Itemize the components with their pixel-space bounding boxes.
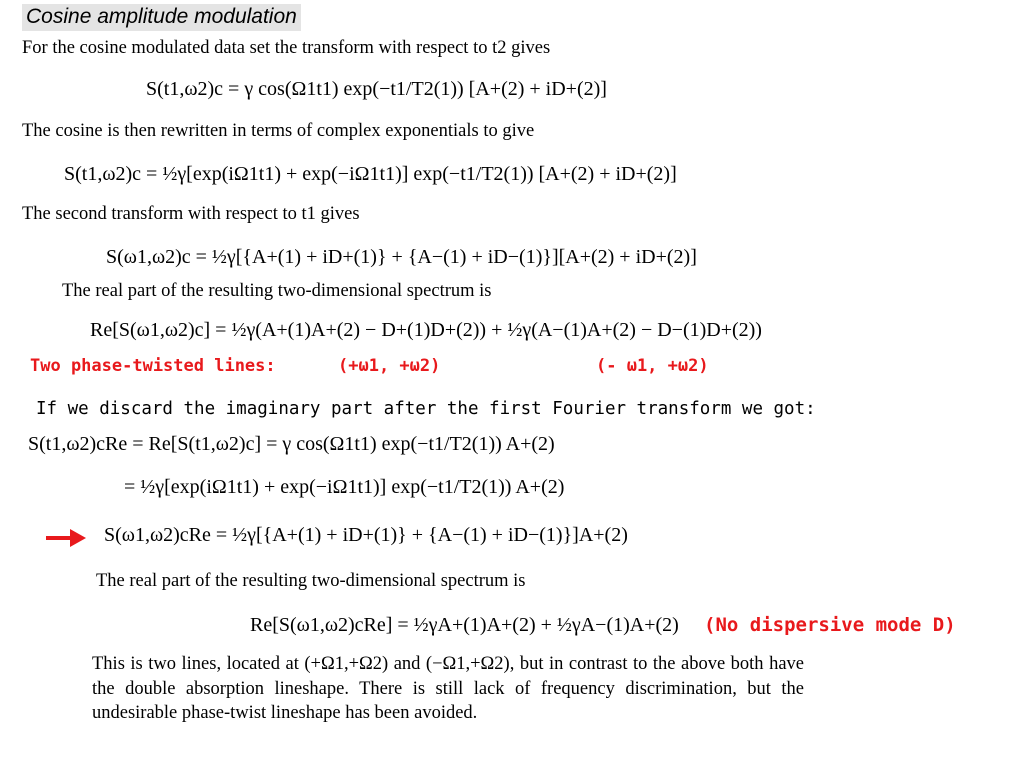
equation-6: = ½γ[exp(iΩ1t1) + exp(−iΩ1t1)] exp(−t1/T2(1)) A+(2) <box>124 476 565 498</box>
equation-4: Re[S(ω1,ω2)c] = ½γ(A+(1)A+(2) − D+(1)D+(2)) + ½γ(A−(1)A+(2) − D−(1)D+(2)) <box>90 319 762 341</box>
equation-1: S(t1,ω2)c = γ cos(Ω1t1) exp(−t1/T2(1)) [A+(2) + iD+(2)] <box>146 78 607 100</box>
equation-8: Re[S(ω1,ω2)cRe] = ½γA+(1)A+(2) + ½γA−(1)A+(2) <box>250 614 679 636</box>
intro-text: For the cosine modulated data set the transform with respect to t2 gives <box>22 38 551 58</box>
equation-2: S(t1,ω2)c = ½γ[exp(iΩ1t1) + exp(−iΩ1t1)] exp(−t1/T2(1)) [A+(2) + iD+(2)] <box>64 163 677 185</box>
equation-7: S(ω1,ω2)cRe = ½γ[{A+(1) + iD+(1)} + {A−(1) + iD−(1)}]A+(2) <box>104 524 628 546</box>
cosine-text: The cosine is then rewritten in terms of complex exponentials to give <box>22 121 535 141</box>
real-part-text-2: The real part of the resulting two-dimensional spectrum is <box>96 571 526 591</box>
equation-5: S(t1,ω2)cRe = Re[S(t1,ω2)c] = γ cos(Ω1t1) exp(−t1/T2(1)) A+(2) <box>28 433 555 455</box>
peak-negative-label: (- ω1, +ω2) <box>596 356 709 376</box>
conclusion-paragraph: This is two lines, located at (+Ω1,+Ω2) and (−Ω1,+Ω2), but in contrast to the above both have the double absorption lineshape. There is still lack of frequency discrimination, but the undesirable phase-twist lineshape has been avoided. <box>92 654 804 723</box>
no-dispersive-note: (No dispersive mode D) <box>704 614 956 636</box>
phase-twisted-label: Two phase-twisted lines: <box>30 356 276 376</box>
second-transform-text: The second transform with respect to t1 gives <box>22 204 360 224</box>
peak-positive-label: (+ω1, +ω2) <box>338 356 441 376</box>
arrow-right-icon <box>44 526 88 550</box>
real-part-text: The real part of the resulting two-dimensional spectrum is <box>62 281 492 301</box>
page-title: Cosine amplitude modulation <box>22 4 301 31</box>
discard-text: If we discard the imaginary part after the first Fourier transform we got: <box>36 399 816 419</box>
equation-3: S(ω1,ω2)c = ½γ[{A+(1) + iD+(1)} + {A−(1) + iD−(1)}][A+(2) + iD+(2)] <box>106 246 697 268</box>
